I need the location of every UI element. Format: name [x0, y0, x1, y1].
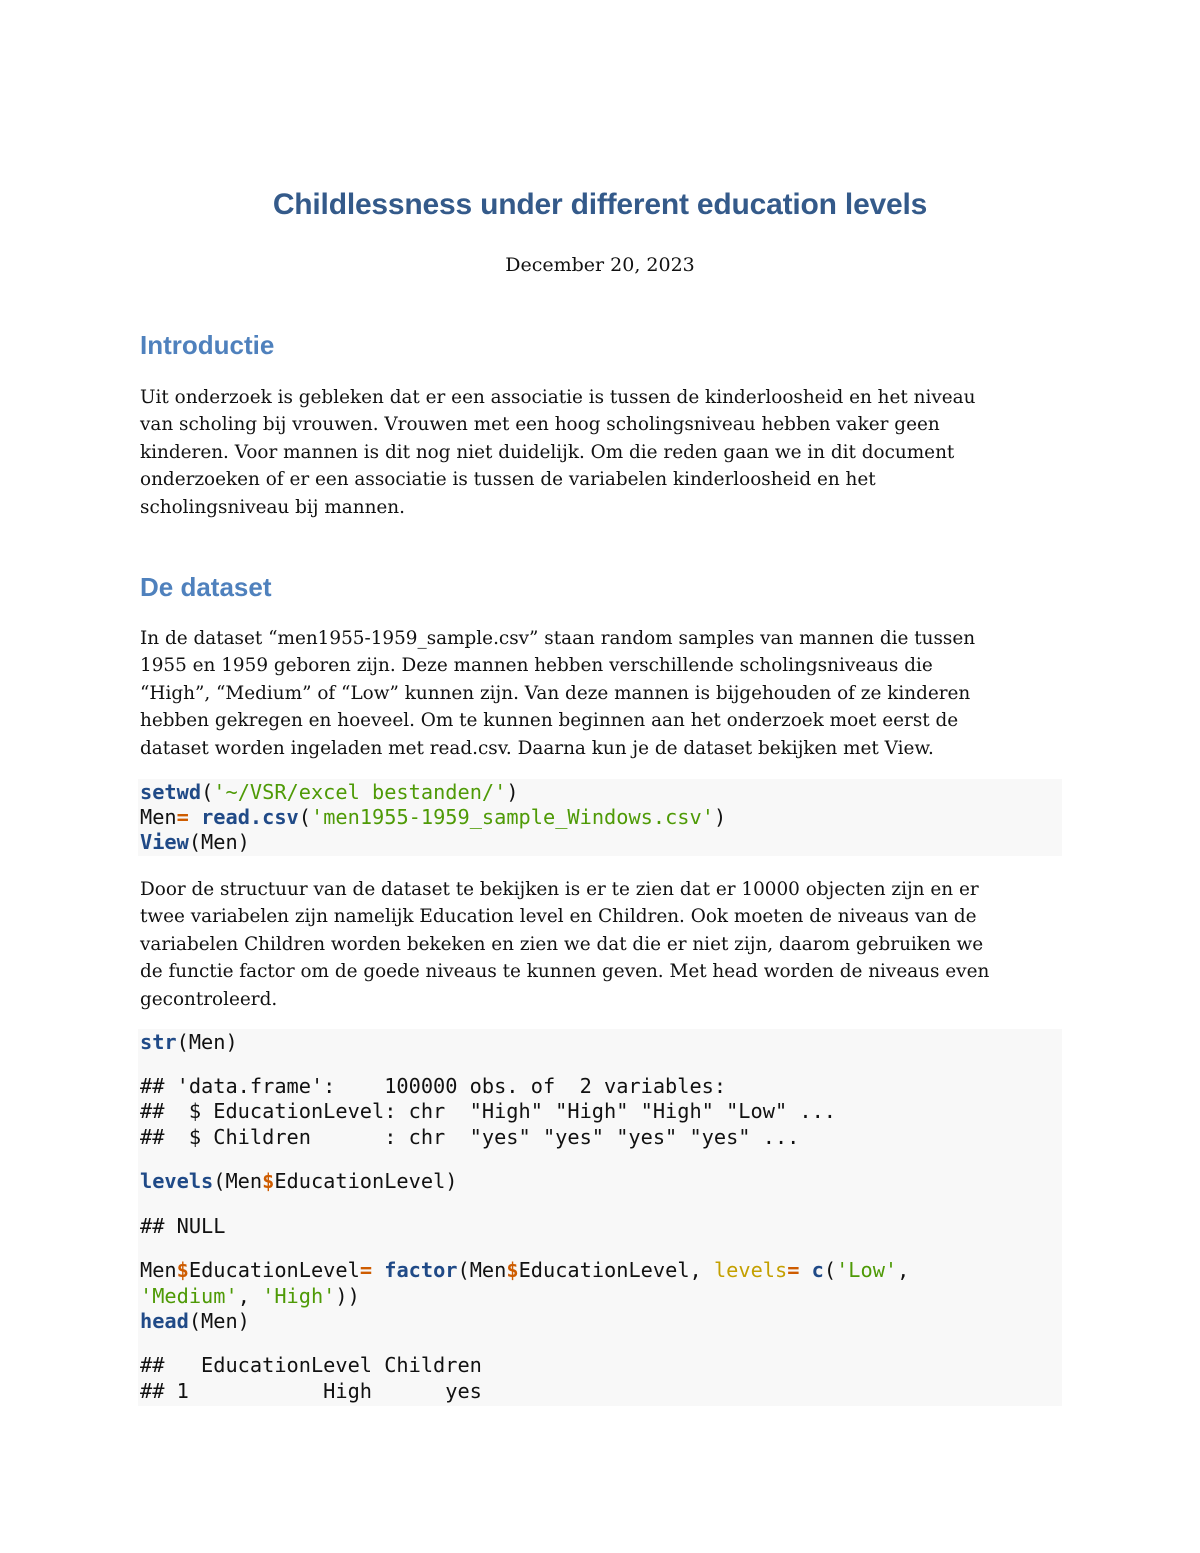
code-line: 'Medium', 'High'))	[140, 1284, 360, 1308]
paragraph-line: “High”, “Medium” of “Low” kunnen zijn. Van deze mannen is bijgehouden of ze kinderen	[140, 682, 971, 704]
code-line: str(Men)	[140, 1030, 238, 1054]
code-output-line: ## 1 High yes	[140, 1379, 482, 1403]
structure-paragraph	[140, 876, 1070, 1013]
code-line: head(Men)	[140, 1309, 250, 1333]
code-output-line: ## $ Children : chr "yes" "yes" "yes" "yes" ...	[140, 1125, 800, 1149]
code-output-line: ## EducationLevel Children	[140, 1353, 482, 1377]
code-line: Men= read.csv('men1955-1959_sample_Windows.csv')	[140, 805, 727, 829]
paragraph-line: 1955 en 1959 geboren zijn. Deze mannen hebben verschillende scholingsniveaus die	[140, 655, 933, 677]
paragraph-line: van scholing bij vrouwen. Vrouwen met een hoog scholingsniveau hebben vaker geen	[140, 414, 940, 436]
paragraph-line: Door de structuur van de dataset te bekijken is er te zien dat er 10000 objecten zijn en er	[140, 879, 979, 900]
code-block-load	[138, 779, 1062, 856]
paragraph-line: twee variabelen zijn namelijk Education level en Children. Ook moeten de niveaus van de	[140, 906, 977, 928]
code-line: Men$EducationLevel= factor(Men$EducationLevel, levels= c('Low',	[140, 1258, 910, 1282]
code-line: View(Men)	[140, 830, 250, 854]
paragraph-line: variabelen Children worden bekeken en zien we dat die er niet zijn, daarom gebruiken we	[140, 933, 984, 955]
code-output-line: ## $ EducationLevel: chr "High" "High" "High" "Low" ...	[140, 1099, 836, 1123]
paragraph-line: hebben gekregen en hoeveel. Om te kunnen beginnen aan het onderzoek moet eerst de	[140, 710, 959, 732]
intro-paragraph	[140, 384, 1070, 521]
heading-introductie: Introductie	[140, 330, 275, 360]
paragraph-line: In de dataset “men1955-1959_sample.csv” staan random samples van mannen die tussen	[140, 628, 976, 649]
code-line: setwd('~/VSR/excel bestanden/')	[140, 780, 519, 804]
code-output-line: ## 'data.frame': 100000 obs. of 2 variables:	[140, 1074, 727, 1098]
paragraph-line: gecontroleerd.	[140, 988, 278, 1010]
document-title: Childlessness under different education levels	[272, 188, 928, 221]
dataset-paragraph	[140, 625, 1070, 762]
code-output-line: ## NULL	[140, 1214, 226, 1238]
paragraph-line: dataset worden ingeladen met read.csv. Daarna kun je de dataset bekijken met View.	[140, 737, 934, 759]
code-block-structure	[138, 1029, 1062, 1406]
paragraph-line: kinderen. Voor mannen is dit nog niet duidelijk. Om die reden gaan we in dit document	[140, 441, 955, 463]
paragraph-line: onderzoeken of er een associatie is tussen de variabelen kinderloosheid en het	[140, 469, 876, 491]
paragraph-line: Uit onderzoek is gebleken dat er een associatie is tussen de kinderloosheid en het niveau	[140, 387, 976, 408]
code-line: levels(Men$EducationLevel)	[140, 1169, 458, 1193]
paragraph-line: scholingsniveau bij mannen.	[140, 496, 405, 518]
document-date: December 20, 2023	[505, 254, 695, 276]
paragraph-line: de functie factor om de goede niveaus te kunnen geven. Met head worden de niveaus even	[140, 961, 990, 983]
heading-de-dataset: De dataset	[140, 572, 272, 602]
